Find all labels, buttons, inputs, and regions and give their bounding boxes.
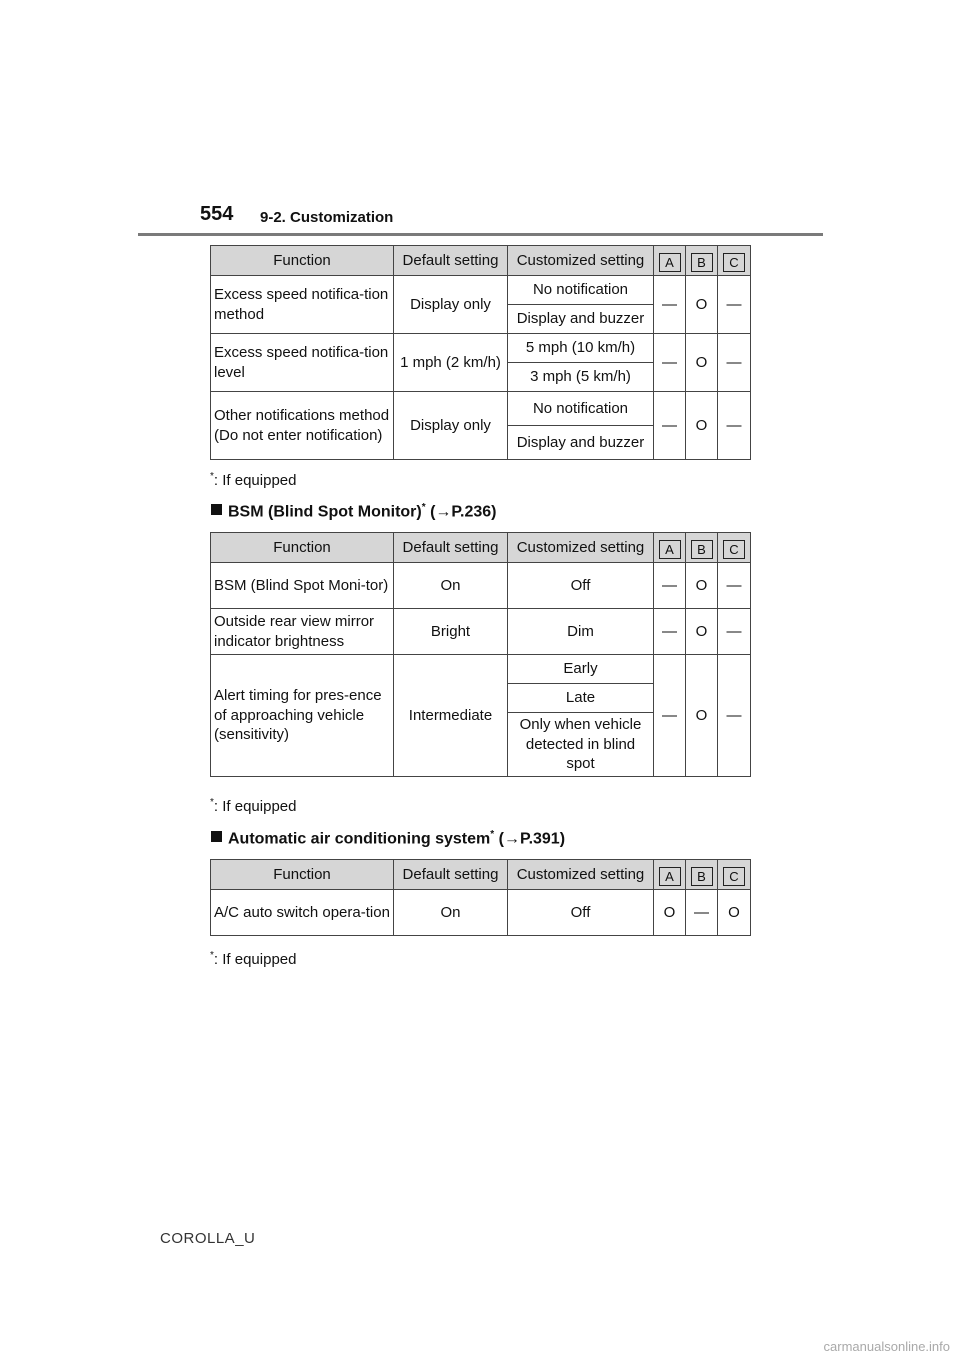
b-cell: O <box>686 392 718 460</box>
function-cell: Excess speed notifica-tion level <box>211 334 394 392</box>
c-cell: — <box>718 563 751 609</box>
b-cell: O <box>686 563 718 609</box>
default-cell: 1 mph (2 km/h) <box>394 334 508 392</box>
b-cell: O <box>686 655 718 777</box>
function-cell: A/C auto switch opera-tion <box>211 890 394 936</box>
default-cell: On <box>394 563 508 609</box>
col-function: Function <box>211 533 394 563</box>
default-cell: Display only <box>394 276 508 334</box>
page-reference-link[interactable]: (→P.236) <box>430 503 497 521</box>
section-heading-ac <box>211 829 565 848</box>
table-row <box>211 276 751 305</box>
page-number: 554 <box>200 203 234 225</box>
option-cell: Off <box>508 890 654 936</box>
option-cell: 5 mph (10 km/h) <box>508 334 654 363</box>
option-cell: Late <box>508 684 654 713</box>
function-cell: BSM (Blind Spot Moni-tor) <box>211 563 394 609</box>
footer-code: COROLLA_U <box>160 1230 256 1247</box>
table-row <box>211 609 751 655</box>
footnote-mark: * <box>210 950 214 961</box>
function-cell: Other notifications method (Do not enter notification) <box>211 392 394 460</box>
a-cell: — <box>654 392 686 460</box>
b-cell: O <box>686 609 718 655</box>
footnote-mark: * <box>210 797 214 808</box>
table-header-row <box>211 860 751 890</box>
c-cell: — <box>718 334 751 392</box>
option-cell: Dim <box>508 609 654 655</box>
heading-mark: * <box>490 829 495 840</box>
c-cell: O <box>718 890 751 936</box>
col-c-badge: C <box>723 253 745 272</box>
square-bullet-icon <box>211 831 222 842</box>
table-row <box>211 392 751 426</box>
footnote-text: : If equipped <box>213 951 297 968</box>
b-cell: O <box>686 276 718 334</box>
col-customized: Customized setting <box>508 246 654 276</box>
option-cell: Only when vehicle detected in blind spot <box>508 713 654 777</box>
col-a-badge: A <box>659 867 681 886</box>
default-cell: Display only <box>394 392 508 460</box>
col-default: Default setting <box>394 246 508 276</box>
default-cell: Bright <box>394 609 508 655</box>
c-cell: — <box>718 655 751 777</box>
col-default: Default setting <box>394 533 508 563</box>
default-cell: On <box>394 890 508 936</box>
col-customized: Customized setting <box>508 533 654 563</box>
footnote-text: : If equipped <box>213 798 297 815</box>
function-cell: Excess speed notifica-tion method <box>211 276 394 334</box>
table-ac <box>210 859 751 936</box>
function-cell: Alert timing for pres-ence of approaching vehicle (sensitivity) <box>211 655 394 777</box>
col-function: Function <box>211 246 394 276</box>
col-default: Default setting <box>394 860 508 890</box>
col-b-badge: B <box>691 867 713 886</box>
b-cell: O <box>686 334 718 392</box>
heading-title: Automatic air conditioning system <box>228 830 491 848</box>
section-title: 9-2. Customization <box>260 209 394 226</box>
col-a-badge: A <box>659 253 681 272</box>
option-cell: Display and buzzer <box>508 426 654 460</box>
option-cell: Off <box>508 563 654 609</box>
heading-title: BSM (Blind Spot Monitor) <box>228 503 422 521</box>
col-b-badge: B <box>691 540 713 559</box>
a-cell: O <box>654 890 686 936</box>
footnote-mark: * <box>210 471 214 482</box>
option-cell: 3 mph (5 km/h) <box>508 363 654 392</box>
col-c-badge: C <box>723 540 745 559</box>
col-function: Function <box>211 860 394 890</box>
heading-mark: * <box>421 502 426 513</box>
b-cell: — <box>686 890 718 936</box>
col-c-badge: C <box>723 867 745 886</box>
page-reference-link[interactable]: (→P.391) <box>498 830 566 848</box>
c-cell: — <box>718 392 751 460</box>
function-cell: Outside rear view mirror indicator brightness <box>211 609 394 655</box>
option-cell: Display and buzzer <box>508 305 654 334</box>
col-a-badge: A <box>659 540 681 559</box>
c-cell: — <box>718 276 751 334</box>
col-customized: Customized setting <box>508 860 654 890</box>
table-header-row <box>211 533 751 563</box>
table-notifications <box>210 245 751 460</box>
footnote <box>210 950 296 968</box>
c-cell: — <box>718 609 751 655</box>
default-cell: Intermediate <box>394 655 508 777</box>
option-cell: No notification <box>508 392 654 426</box>
col-b-badge: B <box>691 253 713 272</box>
a-cell: — <box>654 563 686 609</box>
a-cell: — <box>654 334 686 392</box>
a-cell: — <box>654 276 686 334</box>
table-header-row <box>211 246 751 276</box>
header-rule <box>138 233 823 236</box>
section-heading-bsm <box>211 502 497 521</box>
table-row <box>211 655 751 684</box>
table-bsm <box>210 532 751 777</box>
table-row <box>211 334 751 363</box>
footnote <box>210 471 296 489</box>
option-cell: No notification <box>508 276 654 305</box>
footnote <box>210 797 296 815</box>
square-bullet-icon <box>211 504 222 515</box>
a-cell: — <box>654 609 686 655</box>
table-row <box>211 563 751 609</box>
footnote-text: : If equipped <box>213 472 297 489</box>
a-cell: — <box>654 655 686 777</box>
option-cell: Early <box>508 655 654 684</box>
watermark-link[interactable]: carmanualsonline.info <box>823 1339 950 1354</box>
table-row <box>211 890 751 936</box>
